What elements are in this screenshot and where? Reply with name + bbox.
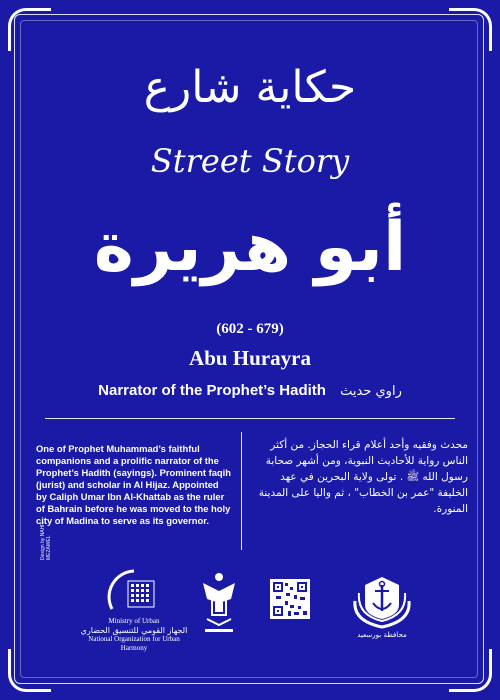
role-line — [0, 382, 500, 399]
egypt-eagle-logo — [197, 569, 241, 639]
corner-ornament — [449, 8, 492, 51]
series-title-arabic: حكاية شارع — [143, 62, 357, 113]
corner-ornament — [8, 8, 51, 51]
eagle-emblem-icon — [199, 569, 239, 639]
ministry-caption: Ministry of Urban — [108, 617, 160, 625]
vertical-divider — [241, 432, 242, 550]
role-english: Narrator of the Prophet’s Hadith — [98, 382, 326, 399]
person-name-arabic: أبو هريرة — [93, 208, 407, 287]
port-said-governorate-logo — [332, 571, 432, 640]
description-english: One of Prophet Muhammad’s faithful companions and a prolific narrator of the Prophet’s Hadith (sayings). Prominent faqih (jurist) and scholar in Al Hijaz. Appointed by Caliph Umar Ibn Al-Khattab as the ruler of Bahrain before he was moved to the holy city of Madina to serve as its governor. — [36, 443, 231, 526]
description-arabic: محدث وفقيه وأحد أعلام قراء الحجاز. من أكثر الناس رواية للأحاديث النبوية، ومن أشهر صحابة رسول الله ﷺ . تولى ولاية البحرين في عهد الخليفة "عمر بن الخطاب" ، ثم واليا على المدينة المنورة. — [258, 439, 468, 515]
horizontal-divider — [45, 418, 455, 419]
nouh-logo — [78, 565, 190, 653]
org-name-english: National Organization for Urban Harmony — [88, 635, 180, 652]
series-title-english: Street Story — [150, 142, 350, 180]
role-arabic: راوي حديث — [340, 384, 402, 399]
person-name-english: Abu Hurayra — [189, 346, 311, 370]
life-dates: (602 - 679) — [216, 321, 284, 337]
logo-strip — [0, 565, 500, 660]
qr-code-icon — [270, 579, 310, 619]
governorate-name-arabic: محافظة بورسعيد — [357, 631, 407, 639]
nouh-emblem-icon — [104, 565, 164, 617]
design-credit: Design by NAHR MEZAWEL — [40, 522, 52, 560]
org-name-arabic: الجهاز القومي للتنسيق الحضاري — [80, 626, 188, 635]
anchor-emblem-icon — [349, 571, 415, 631]
qr-code[interactable] — [268, 579, 312, 619]
